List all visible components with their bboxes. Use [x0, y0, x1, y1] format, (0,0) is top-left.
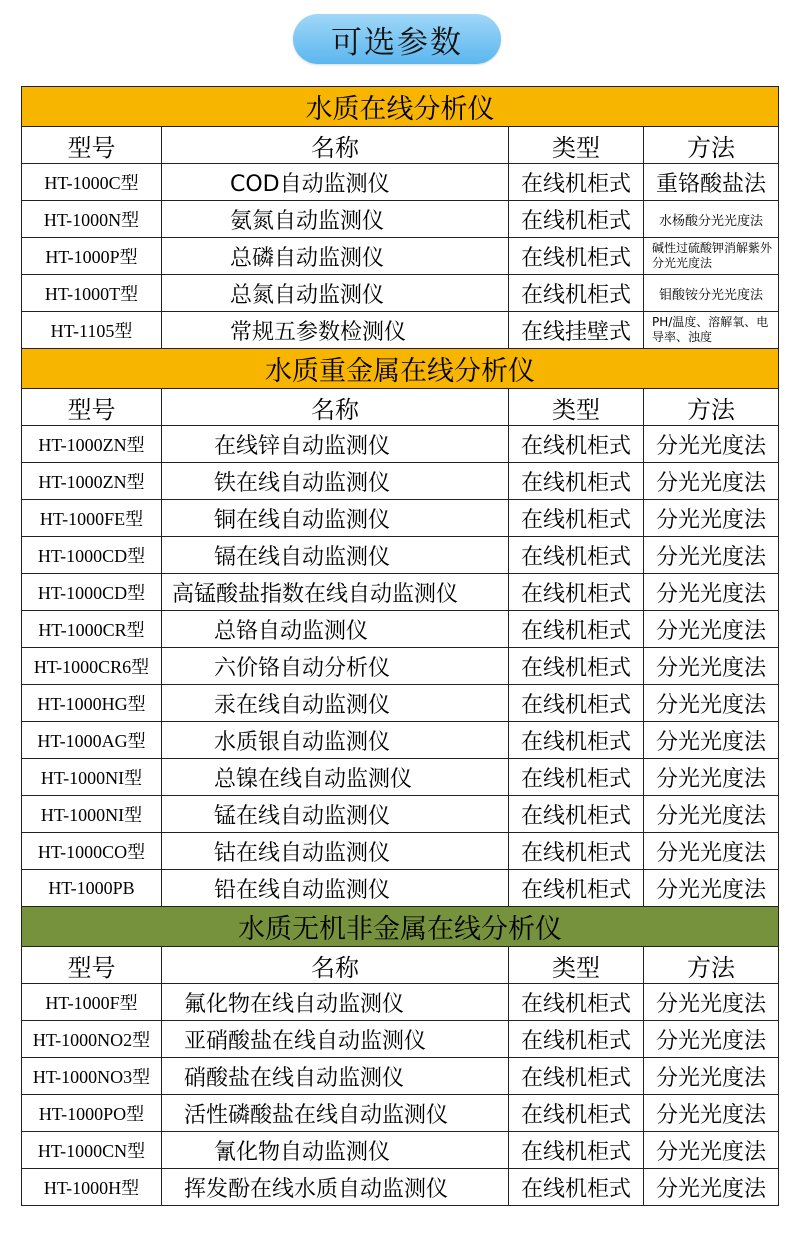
- name-cell: COD自动监测仪: [162, 164, 509, 201]
- model-cell: HT-1000NO3型: [22, 1058, 162, 1095]
- type-cell: 在线机柜式: [509, 574, 644, 611]
- page-title: 可选参数: [293, 14, 501, 64]
- name-cell: 六价铬自动分析仪: [162, 648, 509, 685]
- name-cell: 常规五参数检测仪: [162, 312, 509, 349]
- name-cell: 铜在线自动监测仪: [162, 500, 509, 537]
- table-row: [22, 611, 779, 648]
- method-cell: 水杨酸分光光度法: [644, 201, 779, 238]
- header-type: 类型: [509, 947, 644, 984]
- section-row: [22, 87, 779, 127]
- name-cell: 总磷自动监测仪: [162, 238, 509, 275]
- model-cell: HT-1000CN型: [22, 1132, 162, 1169]
- table-row: [22, 1169, 779, 1206]
- table-row: [22, 574, 779, 611]
- table-row: [22, 1132, 779, 1169]
- header-method: 方法: [644, 947, 779, 984]
- method-cell: 分光光度法: [644, 611, 779, 648]
- section-title: 水质在线分析仪: [22, 87, 779, 127]
- name-cell: 钴在线自动监测仪: [162, 833, 509, 870]
- table-row: [22, 1021, 779, 1058]
- method-cell: 分光光度法: [644, 870, 779, 907]
- table-row: [22, 685, 779, 722]
- type-cell: 在线机柜式: [509, 722, 644, 759]
- header-model: 型号: [22, 389, 162, 426]
- section-row: [22, 349, 779, 389]
- table-row: [22, 722, 779, 759]
- type-cell: 在线机柜式: [509, 1058, 644, 1095]
- type-cell: 在线机柜式: [509, 648, 644, 685]
- name-cell: 总镍在线自动监测仪: [162, 759, 509, 796]
- type-cell: 在线机柜式: [509, 463, 644, 500]
- model-cell: HT-1000N型: [22, 201, 162, 238]
- header-method: 方法: [644, 127, 779, 164]
- method-cell: 碱性过硫酸钾消解紫外分光光度法: [644, 238, 779, 275]
- name-cell: 镉在线自动监测仪: [162, 537, 509, 574]
- name-cell: 氨氮自动监测仪: [162, 201, 509, 238]
- table-row: [22, 1095, 779, 1132]
- model-cell: HT-1000C型: [22, 164, 162, 201]
- model-cell: HT-1000PB: [22, 870, 162, 907]
- name-cell: 氰化物自动监测仪: [162, 1132, 509, 1169]
- header-row: [22, 127, 779, 164]
- header-name: 名称: [162, 127, 509, 164]
- header-name: 名称: [162, 389, 509, 426]
- type-cell: 在线机柜式: [509, 611, 644, 648]
- method-cell: 分光光度法: [644, 796, 779, 833]
- table-row: [22, 500, 779, 537]
- type-cell: 在线机柜式: [509, 537, 644, 574]
- method-cell: 分光光度法: [644, 1095, 779, 1132]
- method-cell: 钼酸铵分光光度法: [644, 275, 779, 312]
- type-cell: 在线机柜式: [509, 759, 644, 796]
- name-cell: 活性磷酸盐在线自动监测仪: [162, 1095, 509, 1132]
- model-cell: HT-1000HG型: [22, 685, 162, 722]
- header-type: 类型: [509, 389, 644, 426]
- name-cell: 氟化物在线自动监测仪: [162, 984, 509, 1021]
- method-cell: 分光光度法: [644, 463, 779, 500]
- model-cell: HT-1000T型: [22, 275, 162, 312]
- header-row: [22, 947, 779, 984]
- method-cell: 分光光度法: [644, 984, 779, 1021]
- model-cell: HT-1000CR6型: [22, 648, 162, 685]
- method-cell: 分光光度法: [644, 1021, 779, 1058]
- method-cell: 分光光度法: [644, 648, 779, 685]
- table-row: [22, 833, 779, 870]
- type-cell: 在线机柜式: [509, 201, 644, 238]
- table-row: [22, 870, 779, 907]
- header-model: 型号: [22, 127, 162, 164]
- type-cell: 在线机柜式: [509, 164, 644, 201]
- header-name: 名称: [162, 947, 509, 984]
- table-row: [22, 201, 779, 238]
- type-cell: 在线机柜式: [509, 1132, 644, 1169]
- method-cell: 分光光度法: [644, 537, 779, 574]
- name-cell: 汞在线自动监测仪: [162, 685, 509, 722]
- table-row: [22, 275, 779, 312]
- name-cell: 铁在线自动监测仪: [162, 463, 509, 500]
- model-cell: HT-1000AG型: [22, 722, 162, 759]
- model-cell: HT-1000CD型: [22, 537, 162, 574]
- name-cell: 总氮自动监测仪: [162, 275, 509, 312]
- table-row: [22, 648, 779, 685]
- method-cell: 分光光度法: [644, 426, 779, 463]
- model-cell: HT-1000P型: [22, 238, 162, 275]
- method-cell: 分光光度法: [644, 574, 779, 611]
- model-cell: HT-1000FE型: [22, 500, 162, 537]
- model-cell: HT-1000ZN型: [22, 463, 162, 500]
- type-cell: 在线机柜式: [509, 500, 644, 537]
- type-cell: 在线机柜式: [509, 833, 644, 870]
- table-row: [22, 238, 779, 275]
- header-row: [22, 389, 779, 426]
- model-cell: HT-1000NI型: [22, 796, 162, 833]
- name-cell: 挥发酚在线水质自动监测仪: [162, 1169, 509, 1206]
- method-cell: 重铬酸盐法: [644, 164, 779, 201]
- table-row: [22, 426, 779, 463]
- type-cell: 在线挂壁式: [509, 312, 644, 349]
- model-cell: HT-1105型: [22, 312, 162, 349]
- model-cell: HT-1000PO型: [22, 1095, 162, 1132]
- name-cell: 高锰酸盐指数在线自动监测仪: [162, 574, 509, 611]
- section-title: 水质无机非金属在线分析仪: [22, 907, 779, 947]
- type-cell: 在线机柜式: [509, 984, 644, 1021]
- name-cell: 铅在线自动监测仪: [162, 870, 509, 907]
- table-row: [22, 984, 779, 1021]
- table-row: [22, 1058, 779, 1095]
- type-cell: 在线机柜式: [509, 1169, 644, 1206]
- name-cell: 锰在线自动监测仪: [162, 796, 509, 833]
- header-type: 类型: [509, 127, 644, 164]
- type-cell: 在线机柜式: [509, 1021, 644, 1058]
- model-cell: HT-1000CO型: [22, 833, 162, 870]
- method-cell: PH/温度、溶解氧、电导率、浊度: [644, 312, 779, 349]
- method-cell: 分光光度法: [644, 759, 779, 796]
- model-cell: HT-1000NI型: [22, 759, 162, 796]
- name-cell: 水质银自动监测仪: [162, 722, 509, 759]
- method-cell: 分光光度法: [644, 833, 779, 870]
- section-title: 水质重金属在线分析仪: [22, 349, 779, 389]
- method-cell: 分光光度法: [644, 1169, 779, 1206]
- type-cell: 在线机柜式: [509, 275, 644, 312]
- method-cell: 分光光度法: [644, 1058, 779, 1095]
- model-cell: HT-1000CD型: [22, 574, 162, 611]
- parameters-table: [21, 86, 779, 1206]
- table-row: [22, 164, 779, 201]
- method-cell: 分光光度法: [644, 1132, 779, 1169]
- type-cell: 在线机柜式: [509, 870, 644, 907]
- header-model: 型号: [22, 947, 162, 984]
- model-cell: HT-1000CR型: [22, 611, 162, 648]
- table-row: [22, 759, 779, 796]
- type-cell: 在线机柜式: [509, 238, 644, 275]
- table-row: [22, 463, 779, 500]
- type-cell: 在线机柜式: [509, 1095, 644, 1132]
- type-cell: 在线机柜式: [509, 685, 644, 722]
- model-cell: HT-1000ZN型: [22, 426, 162, 463]
- model-cell: HT-1000NO2型: [22, 1021, 162, 1058]
- name-cell: 总铬自动监测仪: [162, 611, 509, 648]
- model-cell: HT-1000F型: [22, 984, 162, 1021]
- type-cell: 在线机柜式: [509, 796, 644, 833]
- method-cell: 分光光度法: [644, 500, 779, 537]
- table-row: [22, 796, 779, 833]
- model-cell: HT-1000H型: [22, 1169, 162, 1206]
- name-cell: 在线锌自动监测仪: [162, 426, 509, 463]
- method-cell: 分光光度法: [644, 685, 779, 722]
- section-row: [22, 907, 779, 947]
- table-row: [22, 537, 779, 574]
- table-row: [22, 312, 779, 349]
- name-cell: 硝酸盐在线自动监测仪: [162, 1058, 509, 1095]
- header-method: 方法: [644, 389, 779, 426]
- method-cell: 分光光度法: [644, 722, 779, 759]
- type-cell: 在线机柜式: [509, 426, 644, 463]
- name-cell: 亚硝酸盐在线自动监测仪: [162, 1021, 509, 1058]
